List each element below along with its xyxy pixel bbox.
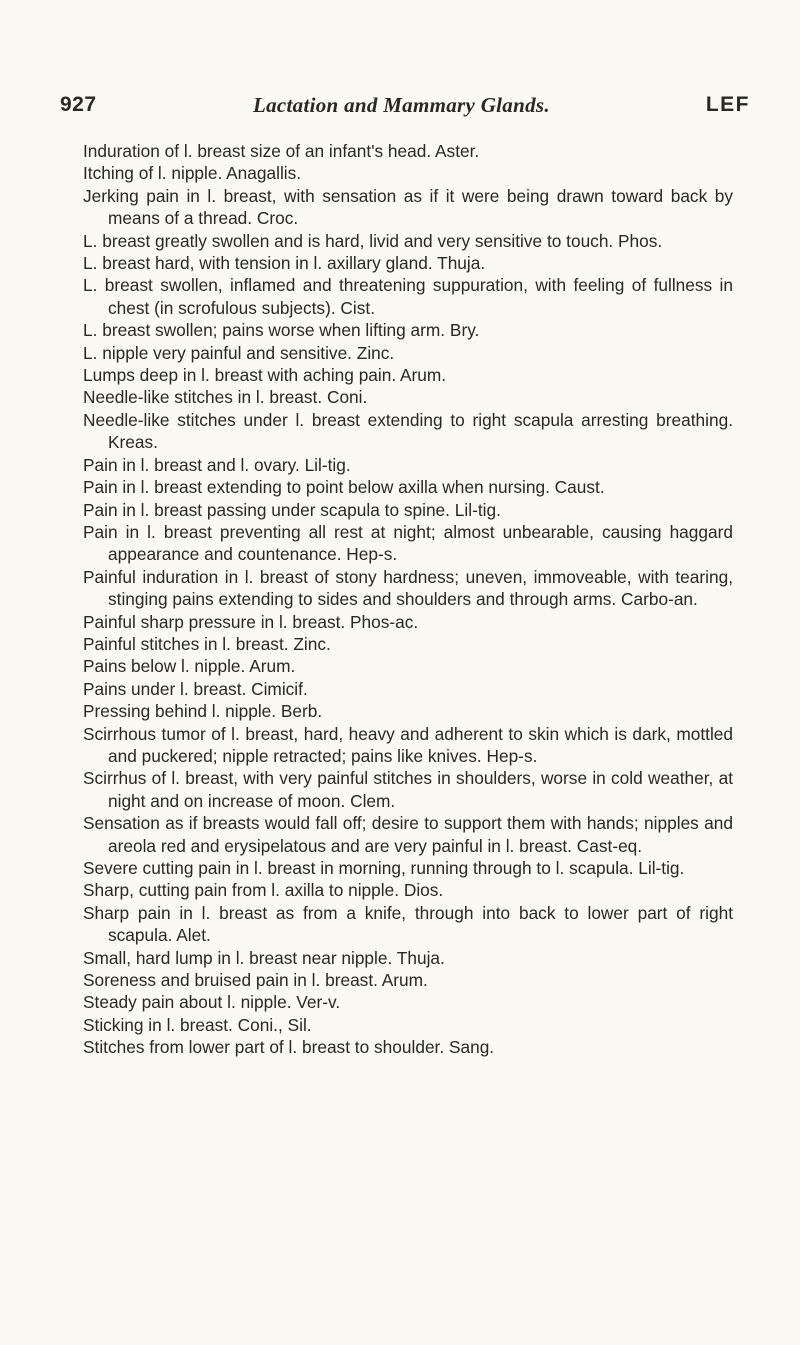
repertory-entry: L. nipple very painful and sensitive. Zinc. — [83, 342, 395, 363]
repertory-entry: Soreness and bruised pain in l. breast. Arum. — [83, 970, 428, 991]
running-title: Lactation and Mammary Glands. — [253, 93, 550, 117]
repertory-entry: Sensation as if breasts would fall off; desire to support them with hands; nipples and areola red and erysipelatous and are very painful in l. breast. Cast-eq. — [83, 813, 733, 856]
repertory-entry: Pains below l. nipple. Arum. — [83, 656, 296, 677]
repertory-entry: Small, hard lump in l. breast near nipple. Thuja. — [83, 947, 445, 968]
repertory-entry: Stitches from lower part of l. breast to shoulder. Sang. — [83, 1037, 495, 1058]
page-number: 927 — [60, 93, 97, 116]
repertory-entry: Pain in l. breast and l. ovary. Lil-tig. — [83, 454, 351, 475]
repertory-entry: Painful induration in l. breast of stony hardness; uneven, immoveable, with tearing, stinging pains extending to sides and shoulders and through arms. Carbo-an. — [83, 566, 733, 610]
repertory-entry: Induration of l. breast size of an infant's head. Aster. — [83, 141, 480, 161]
repertory-entry: Scirrhus of l. breast, with very painful stitches in shoulders, worse in cold weather, at night and on increase of moon. Clem. — [83, 768, 733, 811]
running-head — [60, 93, 750, 123]
repertory-entry: Itching of l. nipple. Anagallis. — [83, 163, 302, 184]
repertory-entry: L. breast hard, with tension in l. axillary gland. Thuja. — [83, 253, 486, 274]
repertory-entry: Lumps deep in l. breast with aching pain. Arum. — [83, 365, 447, 386]
repertory-entry: Steady pain about l. nipple. Ver-v. — [83, 992, 341, 1013]
repertory-entry: L. breast swollen; pains worse when lifting arm. Bry. — [83, 320, 480, 341]
repertory-entry: Pains under l. breast. Cimicif. — [83, 678, 308, 699]
repertory-entry: Pain in l. breast preventing all rest at night; almost unbearable, causing haggard appearance and countenance. Hep-s. — [83, 521, 733, 565]
repertory-entry: Painful sharp pressure in l. breast. Phos-ac. — [83, 611, 419, 632]
repertory-entry: Sticking in l. breast. Coni., Sil. — [83, 1014, 312, 1035]
repertory-entry: Pain in l. breast extending to point below axilla when nursing. Caust. — [83, 477, 605, 498]
repertory-entry: Pressing behind l. nipple. Berb. — [83, 701, 323, 722]
section-mark: LEF — [705, 93, 750, 116]
repertory-entry: Scirrhous tumor of l. breast, hard, heavy and adherent to skin which is dark, mottled and puckered; nipple retracted; pains like knives. Hep-s. — [83, 723, 733, 766]
repertory-entry: Severe cutting pain in l. breast in morning, running through to l. scapula. Lil-tig. — [83, 858, 685, 878]
repertory-entry: Pain in l. breast passing under scapula to spine. Lil-tig. — [83, 499, 501, 520]
repertory-entry: L. breast greatly swollen and is hard, livid and very sensitive to touch. Phos. — [83, 230, 663, 251]
repertory-entry: Needle-like stitches in l. breast. Coni. — [83, 387, 368, 408]
repertory-entry: Painful stitches in l. breast. Zinc. — [83, 633, 331, 654]
repertory-entry: Needle-like stitches under l. breast extending to right scapula arresting breathing. Kreas. — [83, 409, 733, 453]
repertory-entry-list — [83, 140, 733, 1059]
repertory-entry: L. breast swollen, inflamed and threatening suppuration, with feeling of fullness in chest (in scrofulous subjects). Cist. — [83, 275, 733, 318]
repertory-entry: Jerking pain in l. breast, with sensation as if it were being drawn toward back by means of a thread. Croc. — [83, 185, 733, 229]
repertory-entry: Sharp pain in l. breast as from a knife, through into back to lower part of right scapula. Alet. — [83, 902, 733, 946]
repertory-entry: Sharp, cutting pain from l. axilla to nipple. Dios. — [83, 880, 444, 901]
